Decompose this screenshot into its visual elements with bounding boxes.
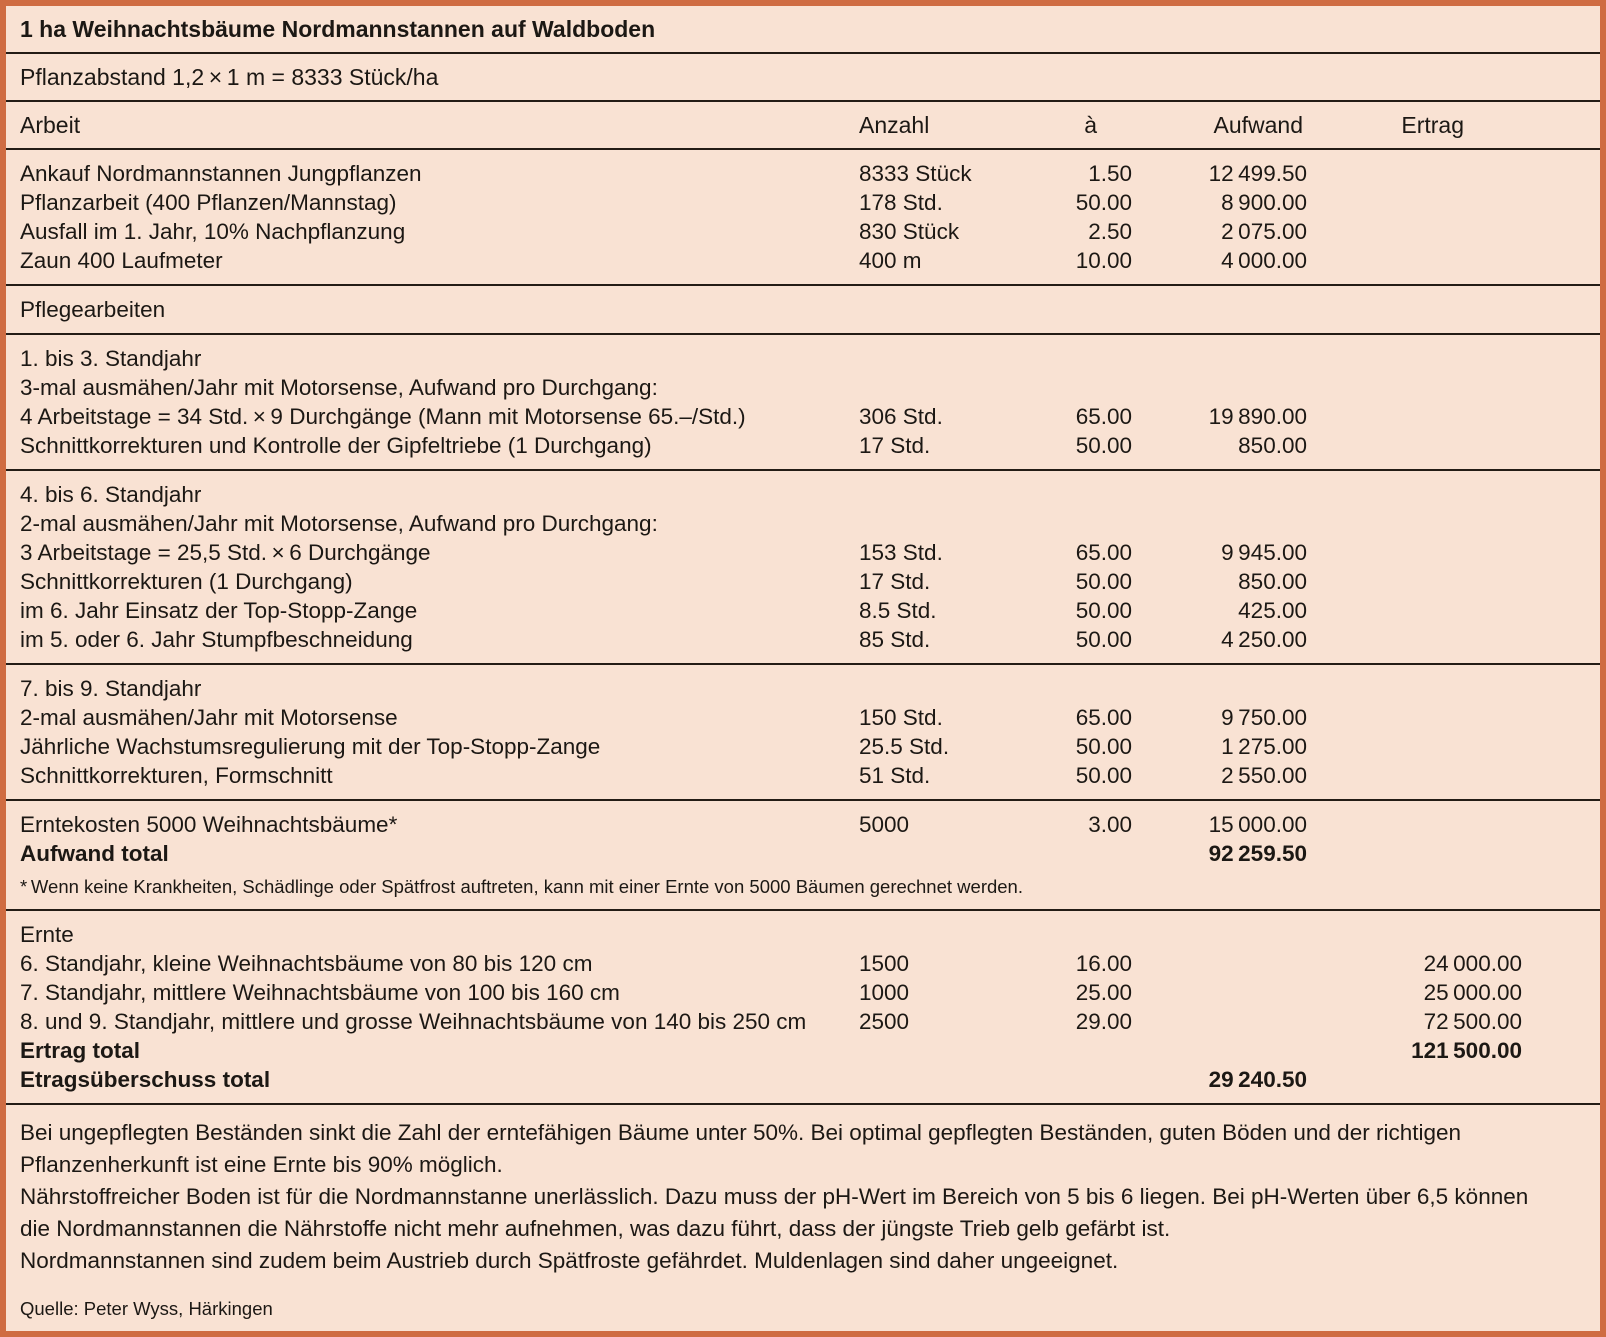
cell-anzahl: 153 Std. [859, 540, 943, 565]
cell-anzahl: 8333 Stück [859, 161, 972, 186]
cell-label: Quelle: Peter Wyss, Härkingen [20, 1298, 273, 1319]
cell-label: Schnittkorrekturen, Formschnitt [20, 763, 333, 788]
table-row [6, 732, 1600, 761]
cell-aufwand [1132, 949, 1307, 978]
cell-aufwand: 19 890.00 [1208, 404, 1307, 429]
cell-aufwand [1132, 373, 1307, 402]
cell-label: * Wenn keine Krankheiten, Schädlinge oder Spätfrost auftreten, kann mit einer Ernte von 5000 Bäumen gerechnet werden. [20, 876, 1023, 897]
column-header-ertrag: Ertrag [1401, 112, 1464, 138]
cell-ertrag: 72 500.00 [1423, 1009, 1522, 1034]
table-row [6, 295, 1600, 324]
cell-anzahl [857, 373, 1017, 402]
cell-anzahl [857, 674, 1017, 703]
cell-anzahl: 25.5 Std. [859, 734, 950, 759]
cell-a [1017, 480, 1132, 509]
column-header-aufwand: Aufwand [1213, 112, 1303, 138]
cell-aufwand: 12 499.50 [1208, 161, 1307, 186]
table-row [6, 949, 1600, 978]
table-row [6, 761, 1600, 790]
cell-a [1017, 920, 1132, 949]
cell-a: 50.00 [1075, 763, 1132, 788]
cell-ertrag [1307, 810, 1522, 839]
cell-anzahl [857, 344, 1017, 373]
cell-label: 3-mal ausmähen/Jahr mit Motorsense, Aufwand pro Durchgang: [20, 375, 658, 400]
page-title: 1 ha Weihnachtsbäume Nordmannstannen auf Waldboden [20, 16, 656, 42]
cell-anzahl [857, 295, 1017, 324]
cell-ertrag: 121 500.00 [1411, 1038, 1522, 1063]
cell-ertrag [1307, 344, 1522, 373]
ertragsueberschuss-total-row [6, 1065, 1600, 1094]
cell-label: Zaun 400 Laufmeter [20, 248, 223, 273]
cell-label: Ernte [20, 922, 74, 947]
cell-anzahl: 17 Std. [859, 433, 931, 458]
cell-anzahl: 51 Std. [859, 763, 931, 788]
cell-label: Pflegearbeiten [20, 297, 166, 322]
planting-distance-subtitle: Pflanzabstand 1,2 × 1 m = 8333 Stück/ha [20, 64, 439, 90]
cell-a: 65.00 [1075, 540, 1132, 565]
cell-a: 29.00 [1075, 1009, 1132, 1034]
cell-ertrag [1307, 567, 1522, 596]
cell-label: Nordmannstannen sind zudem beim Austrieb durch Spätfroste gefährdet. Muldenlagen sind daher ungeeignet. [20, 1248, 1119, 1273]
table-row [6, 625, 1600, 654]
cell-anzahl: 150 Std. [859, 705, 943, 730]
cell-a: 65.00 [1075, 705, 1132, 730]
table-row [6, 480, 1600, 509]
table-row [6, 246, 1600, 275]
cell-a: 10.00 [1075, 248, 1132, 273]
cell-aufwand: 425.00 [1238, 598, 1307, 623]
table-row [6, 596, 1600, 625]
cell-label: Etragsüberschuss total [20, 1067, 271, 1092]
cell-a: 25.00 [1075, 980, 1132, 1005]
cell-ertrag [1307, 295, 1522, 324]
cell-aufwand: 9 750.00 [1221, 705, 1307, 730]
column-header-a: à [1084, 112, 1097, 138]
cell-anzahl: 306 Std. [859, 404, 943, 429]
column-header-anzahl: Anzahl [859, 112, 930, 138]
cell-anzahl [857, 1065, 1017, 1094]
cell-label: Pflanzarbeit (400 Pflanzen/Mannstag) [20, 190, 397, 215]
table-row [6, 703, 1600, 732]
cell-ertrag [1307, 703, 1522, 732]
cell-ertrag [1307, 217, 1522, 246]
cell-label: Ausfall im 1. Jahr, 10% Nachpflanzung [20, 219, 406, 244]
cell-label: Jährliche Wachstumsregulierung mit der Top-Stopp-Zange [20, 734, 601, 759]
cell-anzahl: 85 Std. [859, 627, 931, 652]
cell-anzahl: 1500 [859, 951, 910, 976]
cell-label: 8. und 9. Standjahr, mittlere und grosse Weihnachtsbäume von 140 bis 250 cm [20, 1009, 807, 1034]
cell-aufwand: 4 000.00 [1221, 248, 1307, 273]
pflegearbeiten-band [6, 286, 1600, 333]
cell-a: 50.00 [1075, 569, 1132, 594]
table-row [6, 373, 1600, 402]
standjahr-4-6-section [6, 471, 1600, 663]
setup-section [6, 150, 1600, 284]
cell-ertrag [1307, 674, 1522, 703]
cell-label: im 6. Jahr Einsatz der Top-Stopp-Zange [20, 598, 418, 623]
column-header-arbeit: Arbeit [20, 112, 81, 138]
cell-aufwand: 850.00 [1238, 569, 1307, 594]
standjahr-1-3-section [6, 335, 1600, 469]
cell-ertrag [1307, 509, 1522, 538]
cell-a [1017, 674, 1132, 703]
cell-ertrag: 25 000.00 [1423, 980, 1522, 1005]
table-row [6, 810, 1600, 839]
cell-label: 2-mal ausmähen/Jahr mit Motorsense, Aufwand pro Durchgang: [20, 511, 658, 536]
cell-anzahl [857, 920, 1017, 949]
cell-label: 6. Standjahr, kleine Weihnachtsbäume von 80 bis 120 cm [20, 951, 593, 976]
cell-aufwand [1132, 1036, 1307, 1065]
cell-anzahl: 830 Stück [859, 219, 960, 244]
cell-ertrag [1307, 1065, 1522, 1094]
cell-aufwand [1132, 480, 1307, 509]
cell-label: Erntekosten 5000 Weihnachtsbäume* [20, 812, 398, 837]
cell-aufwand [1132, 1007, 1307, 1036]
cell-aufwand [1132, 674, 1307, 703]
cell-aufwand: 1 275.00 [1221, 734, 1307, 759]
cell-ertrag [1307, 596, 1522, 625]
cell-ertrag [1307, 159, 1522, 188]
cell-aufwand: 9 945.00 [1221, 540, 1307, 565]
table-row [6, 567, 1600, 596]
cell-label: 1. bis 3. Standjahr [20, 346, 202, 371]
column-header-row [6, 102, 1600, 148]
cell-label: Schnittkorrekturen (1 Durchgang) [20, 569, 353, 594]
cell-a [1017, 509, 1132, 538]
cell-ertrag [1307, 431, 1522, 460]
table-row [6, 1007, 1600, 1036]
cell-ertrag [1307, 920, 1522, 949]
cell-a: 1.50 [1088, 161, 1132, 186]
cell-aufwand: 850.00 [1238, 433, 1307, 458]
cell-a: 16.00 [1075, 951, 1132, 976]
table-row [6, 509, 1600, 538]
cell-aufwand [1132, 344, 1307, 373]
table-row [6, 674, 1600, 703]
cell-ertrag [1307, 761, 1522, 790]
cell-label: 2-mal ausmähen/Jahr mit Motorsense [20, 705, 398, 730]
cell-aufwand [1132, 920, 1307, 949]
table-row [6, 978, 1600, 1007]
cell-a [1017, 839, 1132, 868]
cell-anzahl: 400 m [859, 248, 922, 273]
cell-a: 65.00 [1075, 404, 1132, 429]
cell-a [1017, 1036, 1132, 1065]
cell-label: 4 Arbeitstage = 34 Std. × 9 Durchgänge (Mann mit Motorsense 65.–/Std.) [20, 404, 746, 429]
cell-anzahl [857, 509, 1017, 538]
cell-aufwand [1132, 978, 1307, 1007]
notes-paragraph [6, 1181, 1600, 1245]
notes-section [6, 1105, 1600, 1335]
cell-a: 50.00 [1075, 627, 1132, 652]
cell-label: Nährstoffreicher Boden ist für die Nordmannstanne unerlässlich. Dazu muss der pH-Wert im Bereich von 5 bis 6 liegen. Bei pH-Werten über 6,5 können die Nordmannstannen die Nährstoffe nicht mehr aufnehmen, was dazu führt, dass der jüngste Trieb gelb gefärbt ist. [20, 1184, 1529, 1241]
cell-label: Aufwand total [20, 841, 169, 866]
cell-ertrag [1307, 373, 1522, 402]
cell-anzahl: 17 Std. [859, 569, 931, 594]
cell-label: Bei ungepflegten Beständen sinkt die Zahl der erntefähigen Bäume unter 50%. Bei optimal gepflegten Beständen, guten Böden und der richtigen Pflanzenherkunft ist eine Ernte bis 90% möglich. [20, 1120, 1461, 1177]
table-row [6, 217, 1600, 246]
cell-anzahl: 5000 [859, 812, 910, 837]
cell-a: 3.00 [1088, 812, 1132, 837]
source-row [6, 1293, 1600, 1325]
cell-a: 50.00 [1075, 190, 1132, 215]
cell-ertrag [1307, 402, 1522, 431]
erntekosten-section [6, 801, 1600, 909]
cell-ertrag [1307, 625, 1522, 654]
aufwand-total-row [6, 839, 1600, 868]
cell-ertrag [1307, 839, 1522, 868]
table-row [6, 188, 1600, 217]
cell-label: Ankauf Nordmannstannen Jungpflanzen [20, 161, 422, 186]
cell-a [1017, 344, 1132, 373]
cell-a: 50.00 [1075, 598, 1132, 623]
cell-label: im 5. oder 6. Jahr Stumpfbeschneidung [20, 627, 413, 652]
table-row [6, 402, 1600, 431]
cell-aufwand: 15 000.00 [1208, 812, 1307, 837]
cell-a: 50.00 [1075, 734, 1132, 759]
cell-a [1017, 373, 1132, 402]
cell-aufwand: 4 250.00 [1221, 627, 1307, 652]
table-row [6, 344, 1600, 373]
cell-ertrag [1307, 732, 1522, 761]
cell-anzahl: 8.5 Std. [859, 598, 937, 623]
cell-ertrag [1307, 188, 1522, 217]
notes-paragraph [6, 1117, 1600, 1181]
cell-aufwand: 29 240.50 [1208, 1067, 1307, 1092]
cell-a [1017, 295, 1132, 324]
cell-a [1017, 1065, 1132, 1094]
cell-a: 50.00 [1075, 433, 1132, 458]
cell-aufwand: 2 075.00 [1221, 219, 1307, 244]
table-row [6, 920, 1600, 949]
cell-label: Ertrag total [20, 1038, 141, 1063]
cell-anzahl [857, 480, 1017, 509]
cell-label: 4. bis 6. Standjahr [20, 482, 202, 507]
ernte-section [6, 911, 1600, 1103]
cell-ertrag [1307, 480, 1522, 509]
cell-anzahl: 2500 [859, 1009, 910, 1034]
cell-ertrag [1307, 538, 1522, 567]
standjahr-7-9-section [6, 665, 1600, 799]
table-body [6, 148, 1600, 1335]
cell-label: 7. Standjahr, mittlere Weihnachtsbäume von 100 bis 160 cm [20, 980, 620, 1005]
table-row [6, 431, 1600, 460]
cell-aufwand: 2 550.00 [1221, 763, 1307, 788]
cell-ertrag: 24 000.00 [1423, 951, 1522, 976]
table-row [6, 159, 1600, 188]
cell-ertrag [1307, 246, 1522, 275]
cell-anzahl: 178 Std. [859, 190, 943, 215]
cell-label: 3 Arbeitstage = 25,5 Std. × 6 Durchgänge [20, 540, 431, 565]
cell-aufwand: 92 259.50 [1208, 841, 1307, 866]
table-row [6, 538, 1600, 567]
cell-a: 2.50 [1088, 219, 1132, 244]
cell-aufwand [1132, 509, 1307, 538]
cell-anzahl [857, 839, 1017, 868]
ertrag-total-row [6, 1036, 1600, 1065]
cell-aufwand: 8 900.00 [1221, 190, 1307, 215]
cell-anzahl: 1000 [859, 980, 910, 1005]
cell-aufwand [1132, 295, 1307, 324]
cell-anzahl [857, 1036, 1017, 1065]
footnote-row [6, 874, 1600, 900]
cell-label: 7. bis 9. Standjahr [20, 676, 202, 701]
cell-label: Schnittkorrekturen und Kontrolle der Gipfeltriebe (1 Durchgang) [20, 433, 652, 458]
notes-paragraph [6, 1245, 1600, 1277]
